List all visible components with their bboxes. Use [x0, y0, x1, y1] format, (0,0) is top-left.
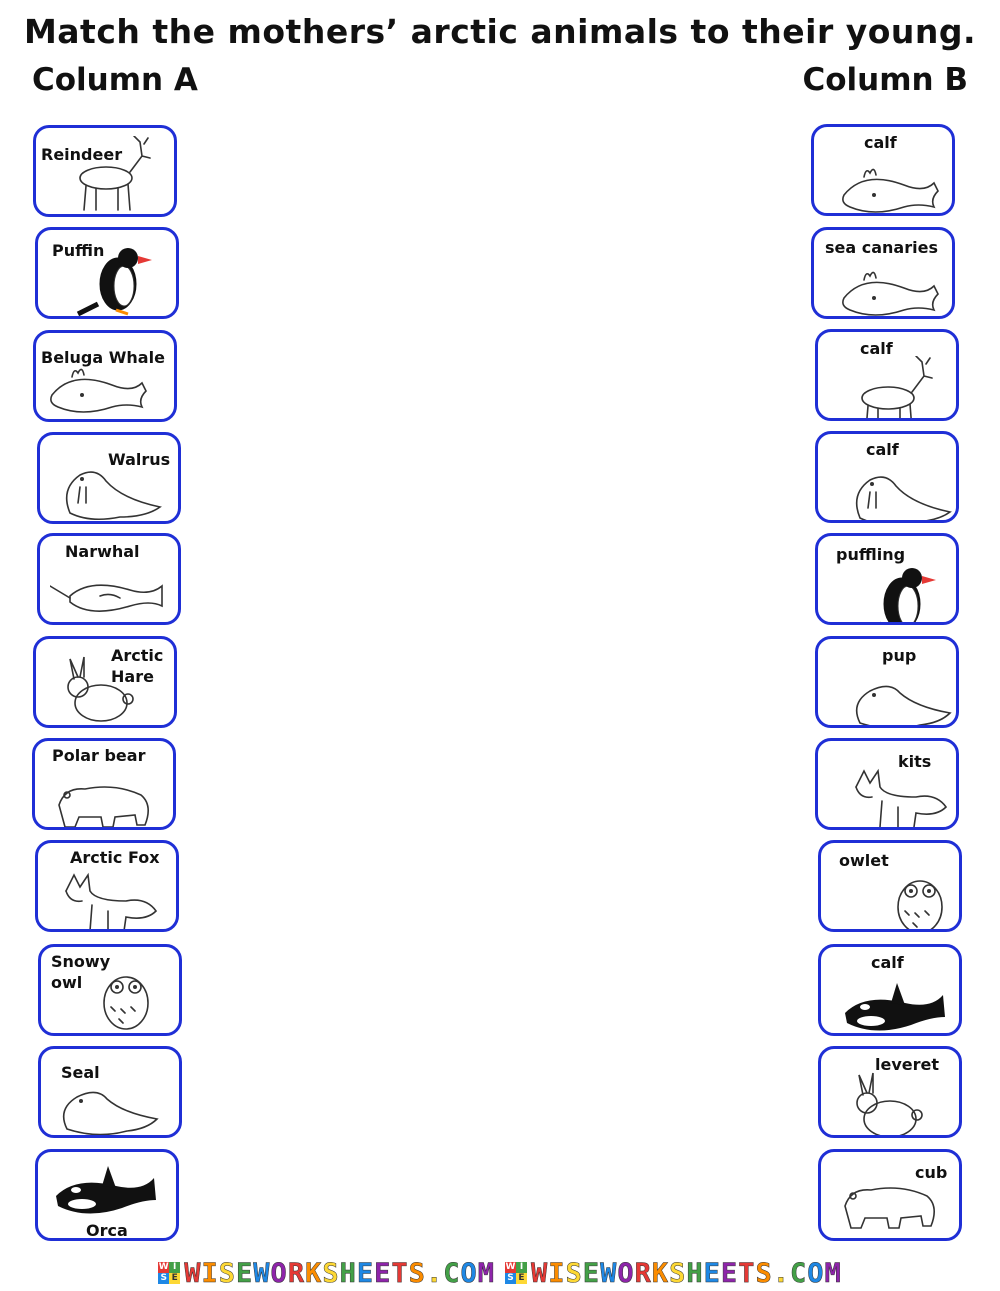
young-card [815, 329, 959, 421]
footer-logo-2 [505, 1258, 842, 1289]
animal-label: Arctic Fox [70, 848, 160, 867]
young-card [818, 944, 962, 1036]
young-card [811, 227, 955, 319]
baby-orca-icon [835, 973, 955, 1036]
narwhal-icon [50, 556, 170, 625]
baby-puffin-icon [842, 564, 959, 625]
animal-label: Seal [61, 1063, 100, 1082]
young-label: owlet [839, 851, 889, 870]
column-b-heading: Column B [802, 62, 968, 98]
page-title: Match the mothers’ arctic animals to their young. [23, 12, 977, 51]
young-label: pup [882, 646, 917, 665]
animal-label: Beluga Whale [41, 348, 165, 367]
young-label: leveret [875, 1055, 940, 1074]
animal-label: Puffin [52, 241, 105, 260]
baby-narwhal-icon [834, 155, 954, 216]
young-card [815, 738, 959, 830]
animal-label: Snowy owl [51, 952, 111, 992]
young-card [815, 533, 959, 625]
animal-label: Arctic Hare [111, 646, 164, 686]
young-label: cub [915, 1163, 948, 1182]
baby-seal-icon [840, 663, 959, 728]
column-a-heading: Column A [32, 62, 198, 98]
animal-label: Polar bear [52, 746, 146, 765]
animal-card [33, 125, 177, 217]
animal-label: Narwhal [65, 542, 140, 561]
animal-label: Walrus [108, 450, 171, 469]
animal-label: Reindeer [41, 145, 123, 164]
young-label: kits [898, 752, 932, 771]
animal-card [33, 636, 177, 728]
animal-card [33, 330, 177, 422]
logo-mark-icon: W I S E [158, 1262, 180, 1284]
young-label: calf [866, 440, 899, 459]
animal-label: Orca [86, 1221, 128, 1240]
young-card [818, 1149, 962, 1241]
animal-card [35, 840, 179, 932]
young-label: calf [860, 339, 893, 358]
animal-card [37, 533, 181, 625]
young-card [815, 431, 959, 523]
footer-watermark [0, 1258, 1000, 1288]
footer-logo-1 [158, 1258, 495, 1289]
baby-owl-icon [865, 861, 962, 932]
young-label: calf [871, 953, 904, 972]
logo-mark-icon: W I S E [505, 1262, 527, 1284]
animal-card [37, 432, 181, 524]
polar-bear-icon [45, 765, 165, 830]
animal-card [32, 738, 176, 830]
baby-hare-icon [835, 1071, 955, 1138]
baby-fox-icon [836, 757, 956, 830]
young-card [811, 124, 955, 216]
baby-walrus-icon [840, 458, 959, 523]
animal-card [38, 944, 182, 1036]
young-label: calf [864, 133, 897, 152]
baby-reindeer-icon [838, 356, 958, 421]
young-card [818, 840, 962, 932]
animal-card [38, 1046, 182, 1138]
logo-text: WISEWORKSHEETS.COM [531, 1257, 842, 1289]
young-card [818, 1046, 962, 1138]
animal-card [35, 1149, 179, 1241]
young-label: puffling [836, 545, 906, 564]
logo-text: WISEWORKSHEETS.COM [184, 1257, 495, 1289]
young-label: sea canaries [825, 238, 938, 257]
arctic-fox-icon [46, 861, 166, 932]
young-card [815, 636, 959, 728]
animal-card [35, 227, 179, 319]
baby-beluga-icon [834, 258, 954, 319]
